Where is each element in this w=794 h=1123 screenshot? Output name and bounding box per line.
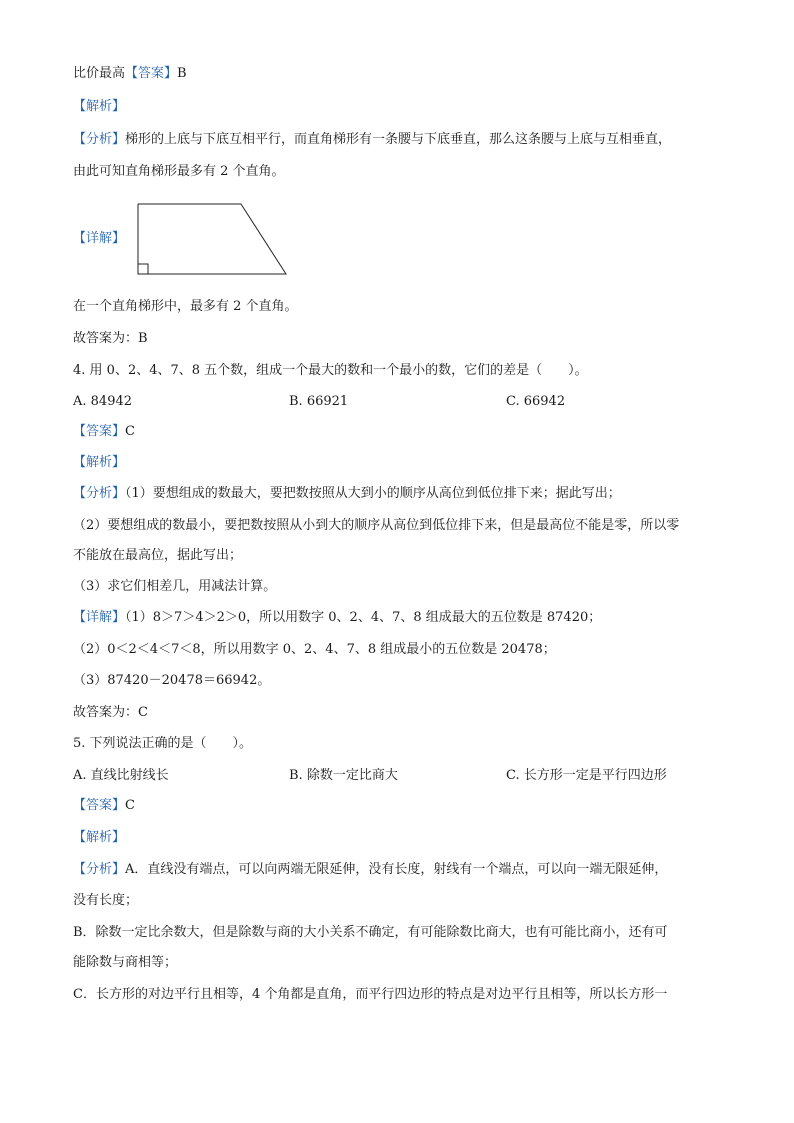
q5-option-c: C. 长方形一定是平行四边形	[506, 768, 667, 783]
answer-value: C	[125, 798, 135, 813]
fenxi-line: （3）求它们相差几，用减法计算。	[73, 579, 277, 594]
fenxi-tag: 【分析】	[73, 486, 126, 501]
q4-answer-line	[73, 422, 135, 442]
fenxi-continued: 能除数与商相等；	[73, 955, 178, 970]
right-angle-mark	[138, 264, 148, 274]
jiexi-heading: 【解析】	[73, 830, 126, 845]
q3-tail-text: 比价最高	[73, 66, 126, 81]
answer-tag: 【答案】	[73, 798, 126, 813]
fenxi-line	[73, 130, 671, 150]
detail-text: （2）0＜2＜4＜7＜8，所以用数字 0、2、4、7、8 组成最小的五位数是 20478；	[73, 642, 556, 657]
fenxi-continued: 没有长度；	[73, 893, 139, 908]
fenxi-tag: 【分析】	[73, 132, 126, 147]
fenxi-line	[73, 484, 621, 504]
q4-option-c: C. 66942	[506, 394, 566, 409]
detail-text: 在一个直角梯形中，最多有 2 个直角。	[73, 299, 298, 314]
q4-option-b: B. 66921	[289, 394, 349, 409]
fenxi-line	[73, 860, 667, 880]
fenxi-tag: 【分析】	[73, 862, 126, 877]
answer-value: C	[125, 424, 135, 439]
jiexi-heading: 【解析】	[73, 455, 126, 470]
answer-tag: 【答案】	[125, 66, 178, 81]
fenxi-continued: 不能放在最高位，据此写出；	[73, 548, 243, 563]
right-trapezoid-figure	[134, 200, 294, 280]
question-4: 4. 用 0、2、4、7、8 五个数，组成一个最大的数和一个最小的数，它们的差是（ ）。	[73, 363, 588, 378]
final-answer: 故答案为：B	[73, 331, 148, 346]
answer-tag: 【答案】	[73, 424, 126, 439]
fenxi-text: A．直线没有端点，可以向两端无限延伸，没有长度，射线有一个端点，可以向一端无限延伸，	[125, 862, 668, 877]
xiangjie-line	[73, 608, 601, 628]
question-5: 5. 下列说法正确的是（ ）。	[73, 736, 253, 751]
q5-option-a: A. 直线比射线长	[73, 768, 169, 783]
jiexi-heading: 【解析】	[73, 99, 126, 114]
xiangjie-tag: 【详解】	[73, 231, 126, 246]
detail-text: （3）87420－20478＝66942。	[73, 673, 271, 688]
q4-option-a: A. 84942	[73, 394, 133, 409]
q3-answer-line	[73, 64, 187, 84]
fenxi-text: （1）要想组成的数最大，要把数按照从大到小的顺序从高位到低位排下来；据此写出；	[125, 486, 621, 501]
fenxi-text: 梯形的上底与下底互相平行，而直角梯形有一条腰与下底垂直，那么这条腰与上底与互相垂直，	[125, 132, 672, 147]
q5-option-b: B. 除数一定比商大	[289, 768, 398, 783]
answer-value: B	[177, 66, 187, 81]
xiangjie-tag: 【详解】	[73, 610, 126, 625]
detail-text: （1）8＞7＞4＞2＞0，所以用数字 0、2、4、7、8 组成最大的五位数是 87420；	[125, 610, 602, 625]
q5-answer-line	[73, 796, 135, 816]
final-answer: 故答案为：C	[73, 705, 148, 720]
fenxi-continued: 由此可知直角梯形最多有 2 个直角。	[73, 164, 285, 179]
fenxi-line: B．除数一定比余数大，但是除数与商的大小关系不确定，有可能除数比商大，也有可能比商小，还有可	[73, 925, 668, 940]
fenxi-line: （2）要想组成的数最小，要把数按照从小到大的顺序从高位到低位排下来，但是最高位不能是零，所以零	[73, 518, 680, 533]
fenxi-line: C．长方形的对边平行且相等，4 个角都是直角，而平行四边形的特点是对边平行且相等，所以长方形一	[73, 987, 668, 1002]
